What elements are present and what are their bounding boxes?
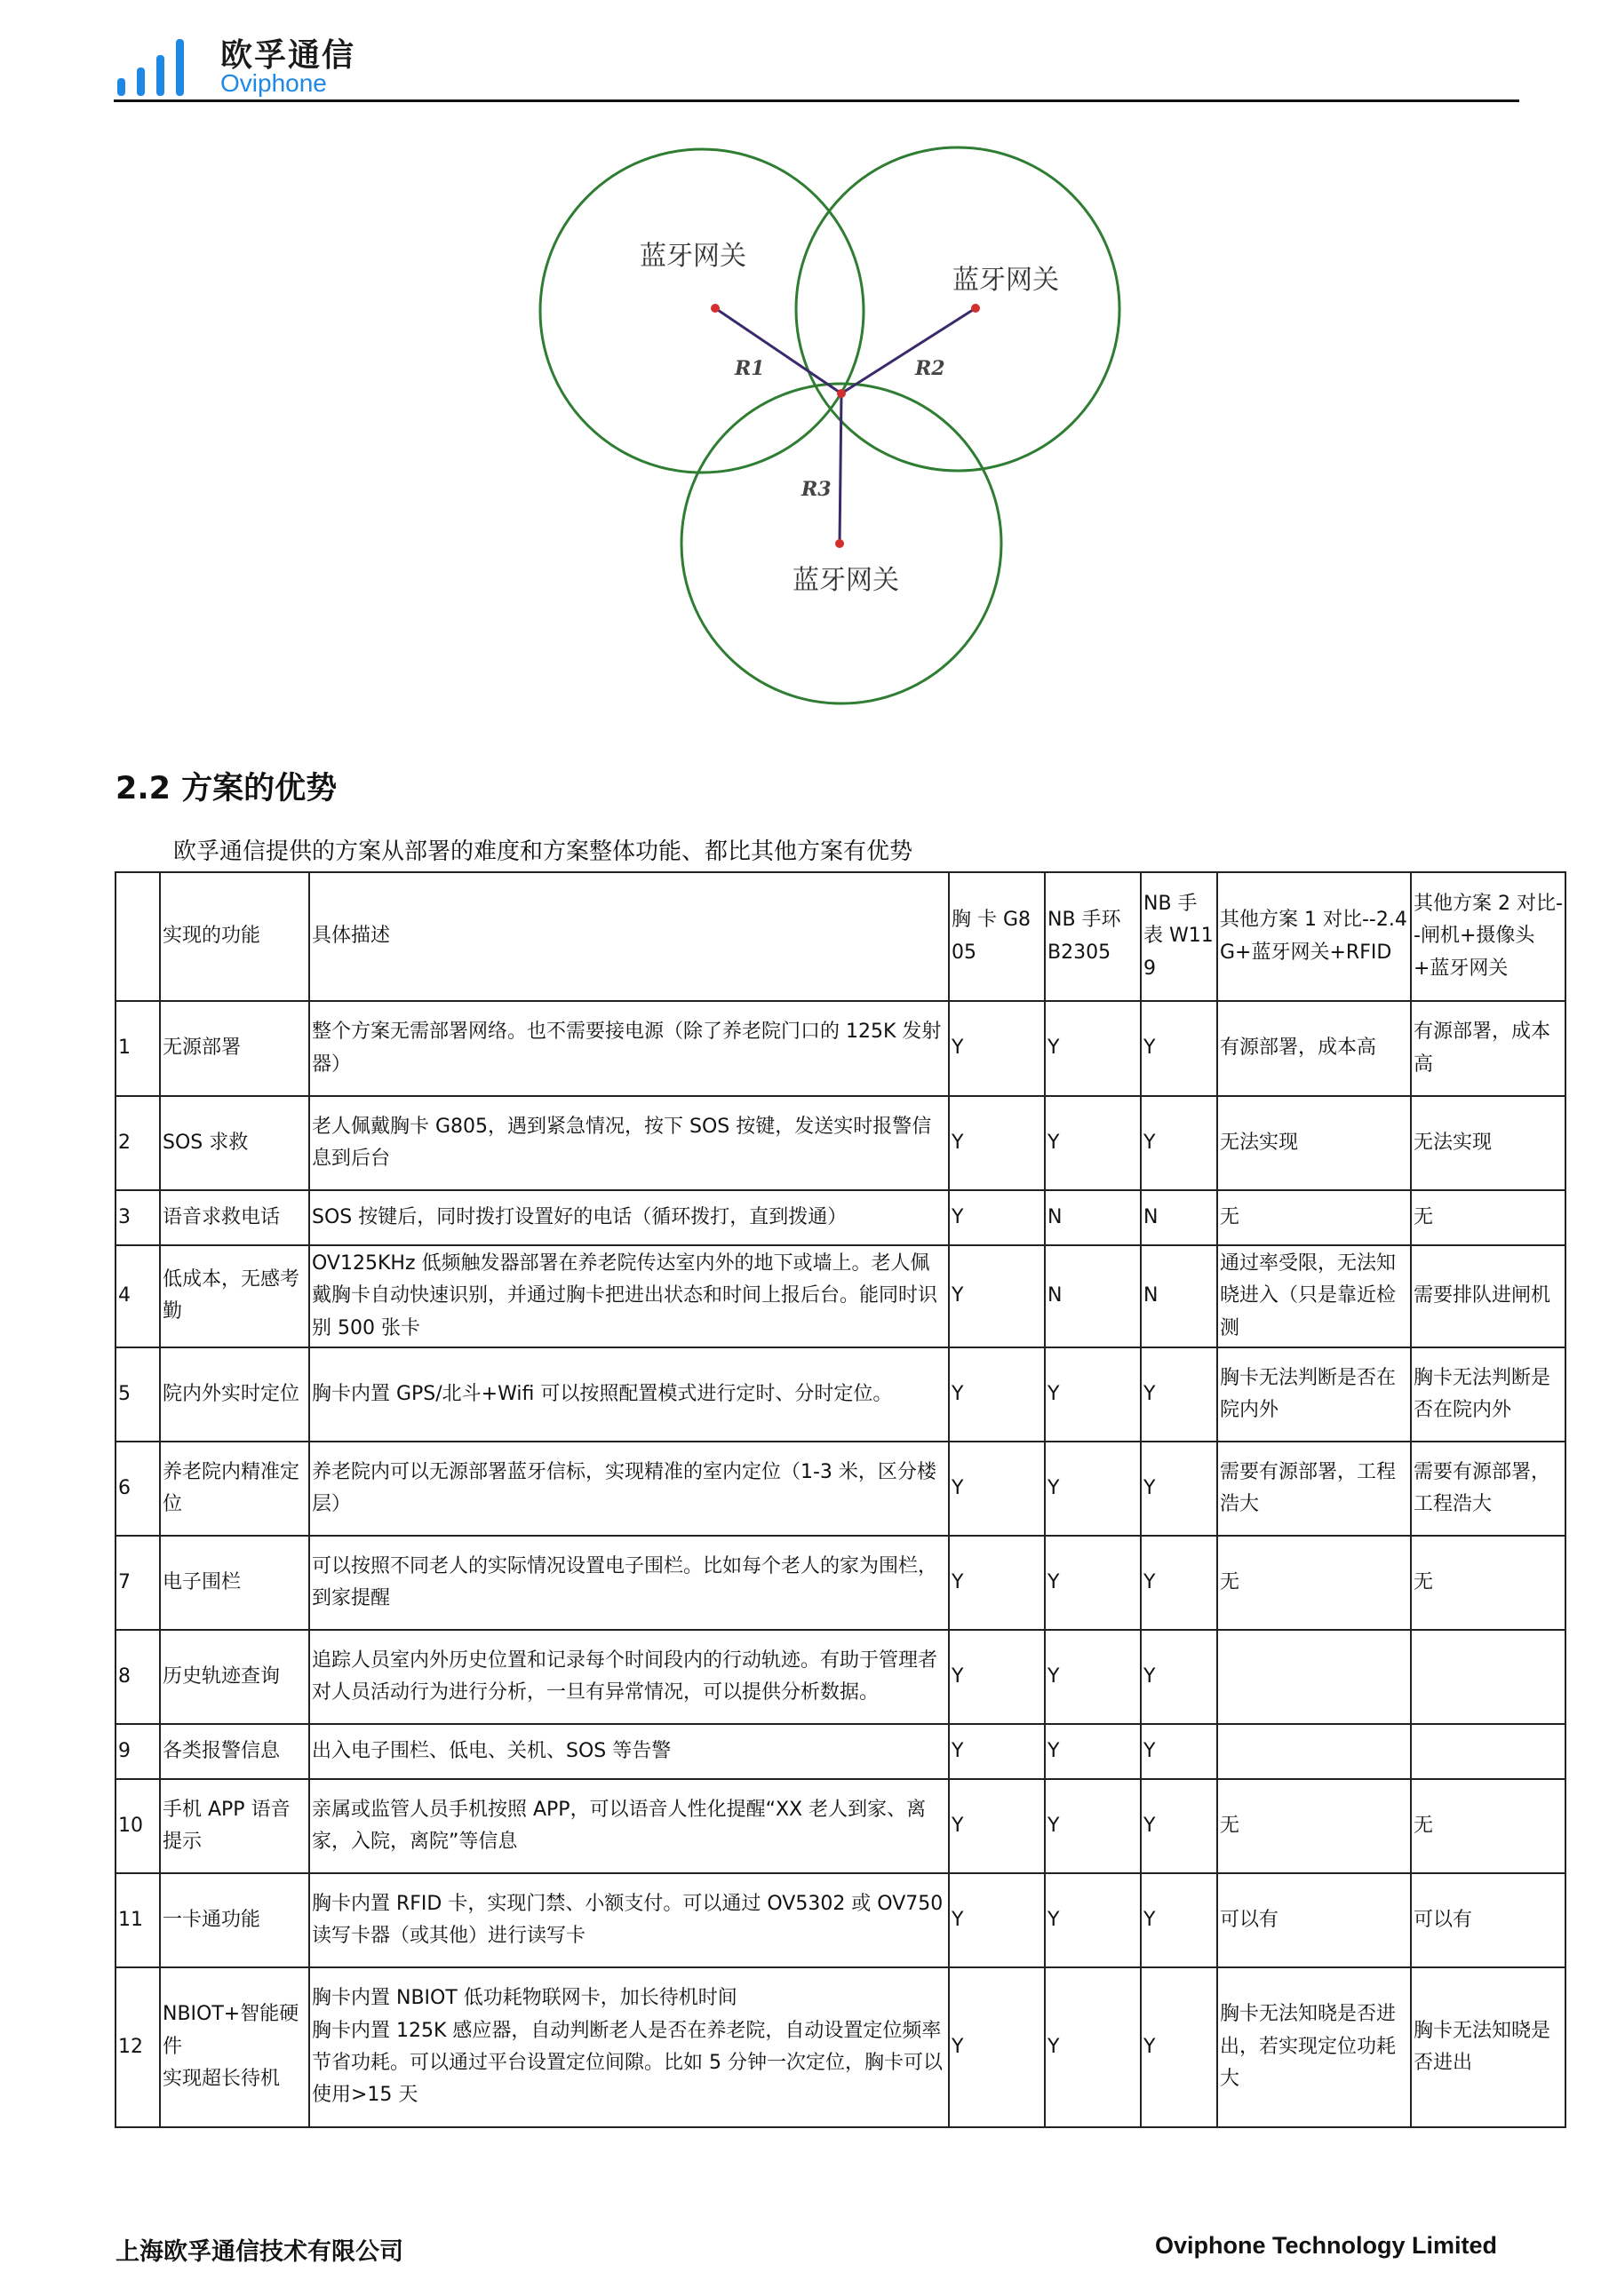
cell-g805: Y	[949, 1347, 1045, 1442]
comparison-table	[115, 871, 1566, 2128]
cell-g805: Y	[949, 1442, 1045, 1536]
cell-g805: Y	[949, 1245, 1045, 1347]
cell-no: 6	[116, 1442, 160, 1536]
cell-w119: Y	[1141, 1724, 1217, 1779]
header-divider	[114, 99, 1519, 102]
cell-w119: Y	[1141, 1779, 1217, 1873]
table-row	[116, 1096, 1565, 1190]
section-intro: 欧孚通信提供的方案从部署的难度和方案整体功能、都比其他方案有优势	[173, 838, 913, 865]
cell-desc: 胸卡内置 RFID 卡，实现门禁、小额支付。可以通过 OV5302 或 OV750 读写卡器（或其他）进行读写卡	[309, 1873, 949, 1967]
cell-b2305: Y	[1045, 1442, 1141, 1536]
gateway-point-1	[711, 304, 720, 313]
cell-alt2: 需要排队进闸机	[1411, 1245, 1565, 1347]
gateway-trilateration-diagram	[533, 142, 1155, 719]
header-g805: 胸 卡 G805	[949, 872, 1045, 1001]
cell-no: 10	[116, 1779, 160, 1873]
cell-desc: 整个方案无需部署网络。也不需要接电源（除了养老院门口的 125K 发射器）	[309, 1001, 949, 1096]
cell-feature: NBIOT+智能硬件 实现超长待机	[160, 1967, 309, 2127]
cell-no: 8	[116, 1630, 160, 1724]
cell-alt2: 无	[1411, 1190, 1565, 1245]
cell-feature: 低成本，无感考勤	[160, 1245, 309, 1347]
cell-feature: 一卡通功能	[160, 1873, 309, 1967]
cell-b2305: Y	[1045, 1873, 1141, 1967]
cell-feature: 电子围栏	[160, 1536, 309, 1630]
cell-feature: SOS 求救	[160, 1096, 309, 1190]
cell-g805: Y	[949, 1779, 1045, 1873]
table-row	[116, 1536, 1565, 1630]
header-feature: 实现的功能	[160, 872, 309, 1001]
cell-alt1: 胸卡无法知晓是否进出，若实现定位功耗大	[1217, 1967, 1411, 2127]
cell-g805: Y	[949, 1724, 1045, 1779]
cell-alt1: 无	[1217, 1190, 1411, 1245]
cell-alt2: 胸卡无法知晓是否进出	[1411, 1967, 1565, 2127]
cell-w119: Y	[1141, 1096, 1217, 1190]
table-row	[116, 1779, 1565, 1873]
cell-alt1: 无	[1217, 1536, 1411, 1630]
cell-w119: Y	[1141, 1347, 1217, 1442]
cell-g805: Y	[949, 1630, 1045, 1724]
cell-w119: Y	[1141, 1442, 1217, 1536]
cell-alt2	[1411, 1724, 1565, 1779]
radius-label-r3: R3	[801, 478, 832, 501]
cell-b2305: Y	[1045, 1347, 1141, 1442]
cell-alt1: 可以有	[1217, 1873, 1411, 1967]
cell-w119: N	[1141, 1245, 1217, 1347]
cell-b2305: N	[1045, 1245, 1141, 1347]
cell-b2305: Y	[1045, 1724, 1141, 1779]
table-row	[116, 1001, 1565, 1096]
gateway-label-2: 蓝牙网关	[952, 265, 1059, 296]
cell-w119: Y	[1141, 1001, 1217, 1096]
cell-no: 1	[116, 1001, 160, 1096]
cell-alt1: 通过率受限，无法知晓进入（只是靠近检测	[1217, 1245, 1411, 1347]
cell-no: 9	[116, 1724, 160, 1779]
cell-desc: 可以按照不同老人的实际情况设置电子围栏。比如每个老人的家为围栏，到家提醒	[309, 1536, 949, 1630]
signal-bars-logo-icon	[114, 34, 199, 98]
cell-no: 4	[116, 1245, 160, 1347]
cell-w119: Y	[1141, 1967, 1217, 2127]
radius-label-r1: R1	[735, 357, 765, 380]
cell-desc: 养老院内可以无源部署蓝牙信标，实现精准的室内定位（1-3 米，区分楼层）	[309, 1442, 949, 1536]
cell-b2305: N	[1045, 1190, 1141, 1245]
cell-alt2: 需要有源部署，工程浩大	[1411, 1442, 1565, 1536]
gateway-circle-1	[540, 149, 864, 473]
cell-alt2: 无	[1411, 1779, 1565, 1873]
header-w119: NB 手表 W119	[1141, 872, 1217, 1001]
table-header-row	[116, 872, 1565, 1001]
radius-line-r1	[715, 308, 841, 393]
cell-desc: 胸卡内置 GPS/北斗+Wifi 可以按照配置模式进行定时、分时定位。	[309, 1347, 949, 1442]
cell-alt2: 胸卡无法判断是否在院内外	[1411, 1347, 1565, 1442]
table-row	[116, 1967, 1565, 2127]
header-no	[116, 872, 160, 1001]
table-row	[116, 1630, 1565, 1724]
cell-w119: Y	[1141, 1536, 1217, 1630]
cell-alt2: 有源部署，成本高	[1411, 1001, 1565, 1096]
section-title: 2.2 方案的优势	[116, 771, 338, 806]
header-b2305: NB 手环 B2305	[1045, 872, 1141, 1001]
cell-g805: Y	[949, 1536, 1045, 1630]
cell-no: 2	[116, 1096, 160, 1190]
cell-b2305: Y	[1045, 1001, 1141, 1096]
cell-no: 3	[116, 1190, 160, 1245]
cell-w119: Y	[1141, 1873, 1217, 1967]
cell-no: 12	[116, 1967, 160, 2127]
radius-label-r2: R2	[915, 357, 945, 380]
table-row	[116, 1442, 1565, 1536]
cell-alt1: 无法实现	[1217, 1096, 1411, 1190]
cell-g805: Y	[949, 1967, 1045, 2127]
cell-desc: 出入电子围栏、低电、关机、SOS 等告警	[309, 1724, 949, 1779]
gateway-label-3: 蓝牙网关	[793, 565, 899, 596]
radius-line-r2	[841, 308, 976, 393]
table-row	[116, 1190, 1565, 1245]
cell-b2305: Y	[1045, 1779, 1141, 1873]
header-alt1: 其他方案 1 对比--2.4G+蓝牙网关+RFID	[1217, 872, 1411, 1001]
table-row	[116, 1245, 1565, 1347]
cell-g805: Y	[949, 1190, 1045, 1245]
cell-feature: 语音求救电话	[160, 1190, 309, 1245]
cell-no: 11	[116, 1873, 160, 1967]
cell-desc: 追踪人员室内外历史位置和记录每个时间段内的行动轨迹。有助于管理者对人员活动行为进行分析，一旦有异常情况，可以提供分析数据。	[309, 1630, 949, 1724]
table-row	[116, 1347, 1565, 1442]
cell-alt2: 无	[1411, 1536, 1565, 1630]
cell-alt1: 无	[1217, 1779, 1411, 1873]
footer-company-en: Oviphone Technology Limited	[1154, 2232, 1497, 2259]
gateway-label-1: 蓝牙网关	[640, 241, 746, 272]
footer-company-cn: 上海欧孚通信技术有限公司	[116, 2238, 403, 2266]
cell-b2305: Y	[1045, 1630, 1141, 1724]
cell-desc: 老人佩戴胸卡 G805，遇到紧急情况，按下 SOS 按键，发送实时报警信息到后台	[309, 1096, 949, 1190]
cell-feature: 养老院内精准定位	[160, 1442, 309, 1536]
cell-alt1: 有源部署，成本高	[1217, 1001, 1411, 1096]
cell-alt1: 需要有源部署，工程浩大	[1217, 1442, 1411, 1536]
cell-desc: SOS 按键后，同时拨打设置好的电话（循环拨打，直到拨通）	[309, 1190, 949, 1245]
cell-w119: N	[1141, 1190, 1217, 1245]
cell-feature: 手机 APP 语音提示	[160, 1779, 309, 1873]
cell-feature: 历史轨迹查询	[160, 1630, 309, 1724]
cell-alt1	[1217, 1630, 1411, 1724]
cell-b2305: Y	[1045, 1967, 1141, 2127]
header-alt2: 其他方案 2 对比--闸机+摄像头+蓝牙网关	[1411, 872, 1565, 1001]
table-row	[116, 1873, 1565, 1967]
cell-alt2: 无法实现	[1411, 1096, 1565, 1190]
header-desc: 具体描述	[309, 872, 949, 1001]
table-row	[116, 1724, 1565, 1779]
cell-desc: 胸卡内置 NBIOT 低功耗物联网卡，加长待机时间 胸卡内置 125K 感应器，自动判断老人是否在养老院，自动设置定位频率节省功耗。可以通过平台设置定位间隙。比如 5 分钟一次定位，胸卡可以使用>15 天	[309, 1967, 949, 2127]
page-header	[114, 27, 1519, 105]
cell-feature: 院内外实时定位	[160, 1347, 309, 1442]
cell-desc: OV125KHz 低频触发器部署在养老院传达室内外的地下或墙上。老人佩戴胸卡自动快速识别，并通过胸卡把进出状态和时间上报后台。能同时识别 500 张卡	[309, 1245, 949, 1347]
cell-feature: 各类报警信息	[160, 1724, 309, 1779]
cell-g805: Y	[949, 1873, 1045, 1967]
cell-b2305: Y	[1045, 1536, 1141, 1630]
cell-alt2: 可以有	[1411, 1873, 1565, 1967]
cell-alt1	[1217, 1724, 1411, 1779]
logo-company-cn: 欧孚通信	[220, 37, 356, 74]
gateway-point-3	[835, 539, 844, 548]
target-point	[837, 389, 846, 398]
cell-w119: Y	[1141, 1630, 1217, 1724]
radius-line-r3	[840, 393, 841, 544]
cell-alt1: 胸卡无法判断是否在院内外	[1217, 1347, 1411, 1442]
cell-no: 7	[116, 1536, 160, 1630]
gateway-circle-2	[796, 147, 1119, 471]
cell-g805: Y	[949, 1001, 1045, 1096]
cell-no: 5	[116, 1347, 160, 1442]
logo-company-en: Oviphone	[220, 69, 327, 97]
cell-b2305: Y	[1045, 1096, 1141, 1190]
cell-desc: 亲属或监管人员手机按照 APP，可以语音人性化提醒“XX 老人到家、离家，入院，离院”等信息	[309, 1779, 949, 1873]
cell-g805: Y	[949, 1096, 1045, 1190]
cell-alt2	[1411, 1630, 1565, 1724]
gateway-point-2	[971, 304, 980, 313]
cell-feature: 无源部署	[160, 1001, 309, 1096]
